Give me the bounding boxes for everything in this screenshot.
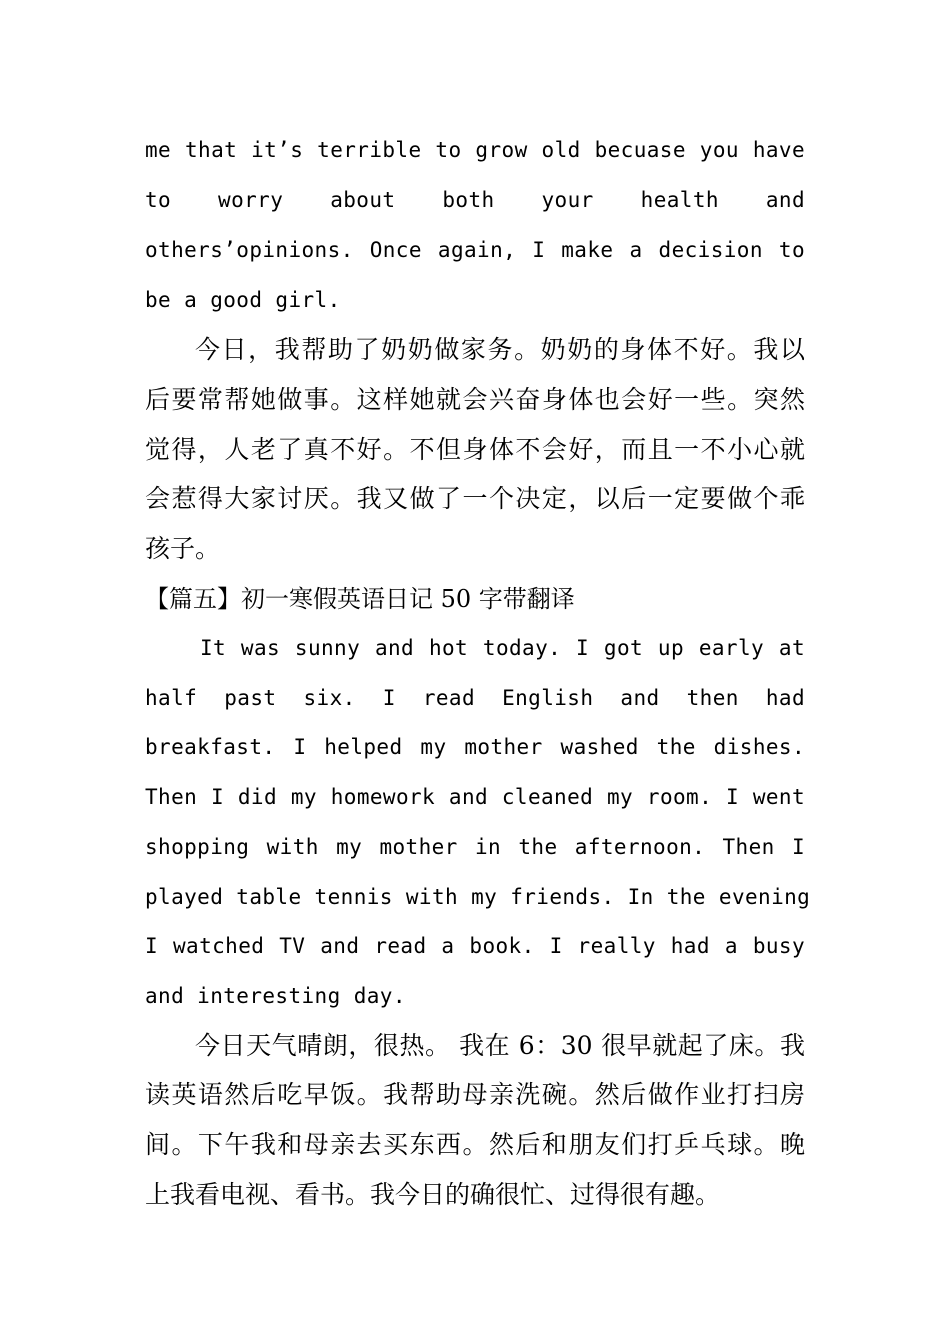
section-heading: 【篇五】初一寒假英语日记 50 字带翻译 — [145, 585, 575, 613]
para1-line-1: me that it’s terrible to grow old becuase you have — [145, 138, 805, 162]
para4-line-1: 今日天气晴朗，很热。 我在 6：30 很早就起了床。我 — [195, 1031, 805, 1060]
para1-line-2: to worry about both your health and — [145, 188, 805, 212]
para3-line-8: and interesting day. — [145, 984, 406, 1008]
para3-line-7: I watched TV and read a book. I really had a busy — [145, 934, 805, 958]
para3-line-3: breakfast. I helped my mother washed the dishes. — [145, 735, 805, 759]
para2-line-5: 孩子。 — [145, 534, 221, 563]
para1-line-4: be a good girl. — [145, 288, 341, 312]
para2-line-2: 后要常帮她做事。这样她就会兴奋身体也会好一些。突然 — [145, 385, 805, 414]
para3-line-1: It was sunny and hot today. I got up early at — [200, 636, 805, 660]
para2-line-3: 觉得，人老了真不好。不但身体不会好，而且一不小心就 — [145, 435, 805, 464]
para3-line-6: played table tennis with my friends. In the evening — [145, 885, 811, 909]
para2-line-1: 今日，我帮助了奶奶做家务。奶奶的身体不好。我以 — [195, 335, 805, 364]
para1-line-3: others’opinions. Once again, I make a decision to — [145, 238, 805, 262]
para3-line-2: half past six. I read English and then had — [145, 686, 805, 710]
para4-line-3: 间。下午我和母亲去买东西。然后和朋友们打乒乓球。晚 — [145, 1130, 805, 1159]
para3-line-5: shopping with my mother in the afternoon. Then I — [145, 835, 805, 859]
para3-line-4: Then I did my homework and cleaned my room. I went — [145, 785, 805, 809]
para2-line-4: 会惹得大家讨厌。我又做了一个决定，以后一定要做个乖 — [145, 484, 805, 513]
para4-line-2: 读英语然后吃早饭。我帮助母亲洗碗。然后做作业打扫房 — [145, 1080, 805, 1109]
para4-line-4: 上我看电视、看书。我今日的确很忙、过得很有趣。 — [145, 1180, 721, 1209]
